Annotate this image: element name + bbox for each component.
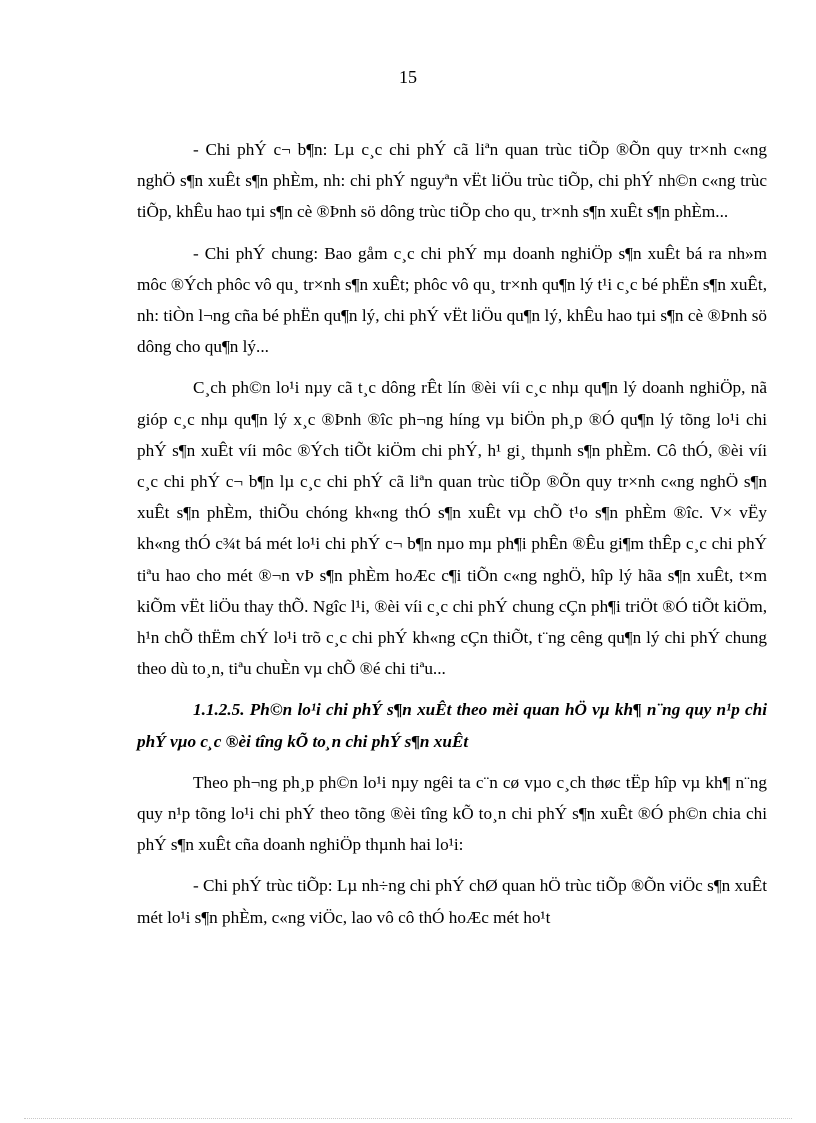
paragraph-general-costs: - Chi phÝ chung: Bao gåm c¸c chi phÝ mµ doanh nghiÖp s¶n xuÊt bá ra nh»m môc ®Ých phôc vô qu¸ tr×nh s¶n xuÊt; phôc vô qu¸ tr×nh qu¶n lý t¹i c¸c bé phËn s¶n xuÊt, nh: tiÒn l¬ng cña bé phËn qu¶n lý, chi phÝ vËt liÖu qu¶n lý, khÊu hao tµi s¶n cè ®Þnh sö dông cho qu¶n lý... [137, 243, 767, 357]
page-number: 15 [399, 67, 417, 87]
paragraph-direct-costs: - Chi phÝ trùc tiÕp: Lµ nh÷ng chi phÝ chØ quan hÖ trùc tiÕp ®Õn viÖc s¶n xuÊt mét lo¹i s¶n phÈm, c«ng viÖc, lao vô cô thÓ hoÆc mét ho¹t [137, 876, 767, 927]
paragraph-classification-effect: C¸ch ph©n lo¹i nµy cã t¸c dông rÊt lín ®èi víi c¸c nhµ qu¶n lý doanh nghiÖp, nã gióp c¸c nhµ qu¶n lý x¸c ®Þnh ®îc ph¬ng híng vµ biÖn ph¸p ®Ó qu¶n lý tõng lo¹i chi phÝ s¶n xuÊt víi môc ®Ých tiÕt kiÖm chi phÝ, h¹ gi¸ thµnh s¶n phÈm. Cô thÓ, ®èi víi c¸c chi phÝ c¬ b¶n lµ c¸c chi phÝ cã liªn quan trùc tiÕp ®Õn quy tr×nh c«ng nghÖ s¶n xuÊt s¶n phÈm, thiÕu chóng kh«ng thÓ s¶n xuÊt vµ chÕ t¹o s¶n phÈm ®îc. V× vËy kh«ng thÓ c¾t bá mét lo¹i chi phÝ c¬ b¶n nµo mµ ph¶i phÊn ®Êu gi¶m thÊp c¸c chi phÝ tiªu hao cho mét ®¬n vÞ s¶n phÈm hoÆc c¶i tiÕn c«ng nghÖ, hîp lý hãa s¶n xuÊt, t×m kiÕm vËt liÖu thay thÕ. Ngîc l¹i, ®èi víi c¸c chi phÝ chung cÇn ph¶i triÖt ®Ó tiÕt kiÖm, h¹n chÕ thËm chÝ lo¹i trõ c¸c chi phÝ kh«ng cÇn thiÕt, t¨ng cêng qu¶n lý chi phÝ chung theo dù to¸n, tiªu chuÈn vµ chÕ ®é chi tiªu... [137, 378, 767, 679]
paragraph-method-intro: Theo ph¬ng ph¸p ph©n lo¹i nµy ngêi ta c¨n cø vµo c¸ch thøc tËp hîp vµ kh¶ n¨ng quy n¹p tõng lo¹i chi phÝ theo tõng ®èi tîng kÕ to¸n chi phÝ s¶n xuÊt ®Ó ph©n chia chi phÝ s¶n xuÊt cña doanh nghiÖp thµnh hai lo¹i: [137, 772, 767, 855]
footer-dotted-rule [24, 1118, 792, 1119]
paragraph-basic-costs: - Chi phÝ c¬ b¶n: Lµ c¸c chi phÝ cã liªn quan trùc tiÕp ®Õn quy tr×nh c«ng nghÖ s¶n xuÊt s¶n phÈm, nh: chi phÝ nguyªn vËt liÖu trùc tiÕp, chi phÝ nh©n c«ng trùc tiÕp, khÊu hao tµi s¶n cè ®Þnh sö dông trùc tiÕp cho qu¸ tr×nh s¶n xuÊt s¶n phÈm... [137, 140, 767, 222]
body-text [137, 134, 767, 943]
section-heading: 1.1.2.5. Ph©n lo¹i chi phÝ s¶n xuÊt theo mèi quan hÖ vµ kh¶ n¨ng quy n¹p chi phÝ vµo c¸c ®èi tîng kÕ to¸n chi phÝ s¶n xuÊt [137, 700, 767, 751]
